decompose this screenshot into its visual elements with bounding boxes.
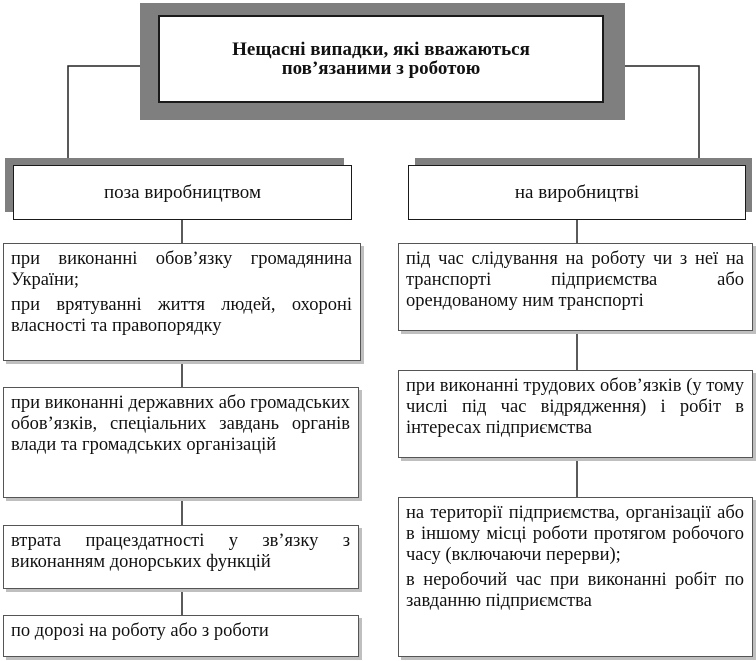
left-item-3-paragraph-1: втрата працездатності у зв’язку з виконанням донорських функцій xyxy=(11,531,350,572)
left-item-1-paragraph-2: при врятуванні життя людей, охороні власності та правопорядку xyxy=(11,295,352,336)
left-item-2-paragraph-1: при виконанні державних або громадських обов’язків, спеціальних завдань органів влади та громадських організацій xyxy=(11,393,350,455)
title-box xyxy=(158,15,604,103)
right-item-3-paragraph-2: в неробочий час при виконанні робіт по завданню підприємства xyxy=(406,570,744,611)
left-item-4-paragraph-1: по дорозі на роботу або з роботи xyxy=(11,621,269,641)
left-heading-box xyxy=(13,165,352,220)
left-item-3 xyxy=(3,525,359,589)
right-item-2 xyxy=(398,370,753,458)
connector-title-to-left xyxy=(68,66,140,158)
left-item-4 xyxy=(3,615,359,657)
right-item-1-paragraph-1: під час слідування на роботу чи з неї на транспорті підприємства або орендованому ним транспорті xyxy=(406,249,744,311)
left-item-1 xyxy=(3,243,361,361)
left-heading-text: поза виробництвом xyxy=(104,181,261,203)
right-item-3 xyxy=(398,497,753,657)
left-item-1-paragraph-1: при виконанні обов’язку громадянина України; xyxy=(11,249,352,290)
right-item-3-paragraph-1: на території підприємства, організації або в іншому місці роботи протягом робочого часу (включаючи перерви); xyxy=(406,503,744,565)
diagram-title: Нещасні випадки, які вважаються пов’язаними з роботою xyxy=(232,39,530,79)
right-heading-text: на виробництві xyxy=(514,181,640,203)
right-heading-box xyxy=(408,165,746,220)
right-item-2-paragraph-1: при виконанні трудових обов’язків (у тому числі під час відрядження) і робіт в інтересах підприємства xyxy=(406,376,744,438)
connector-title-to-right xyxy=(625,66,699,158)
right-item-1 xyxy=(398,243,753,331)
left-item-2 xyxy=(3,387,359,498)
